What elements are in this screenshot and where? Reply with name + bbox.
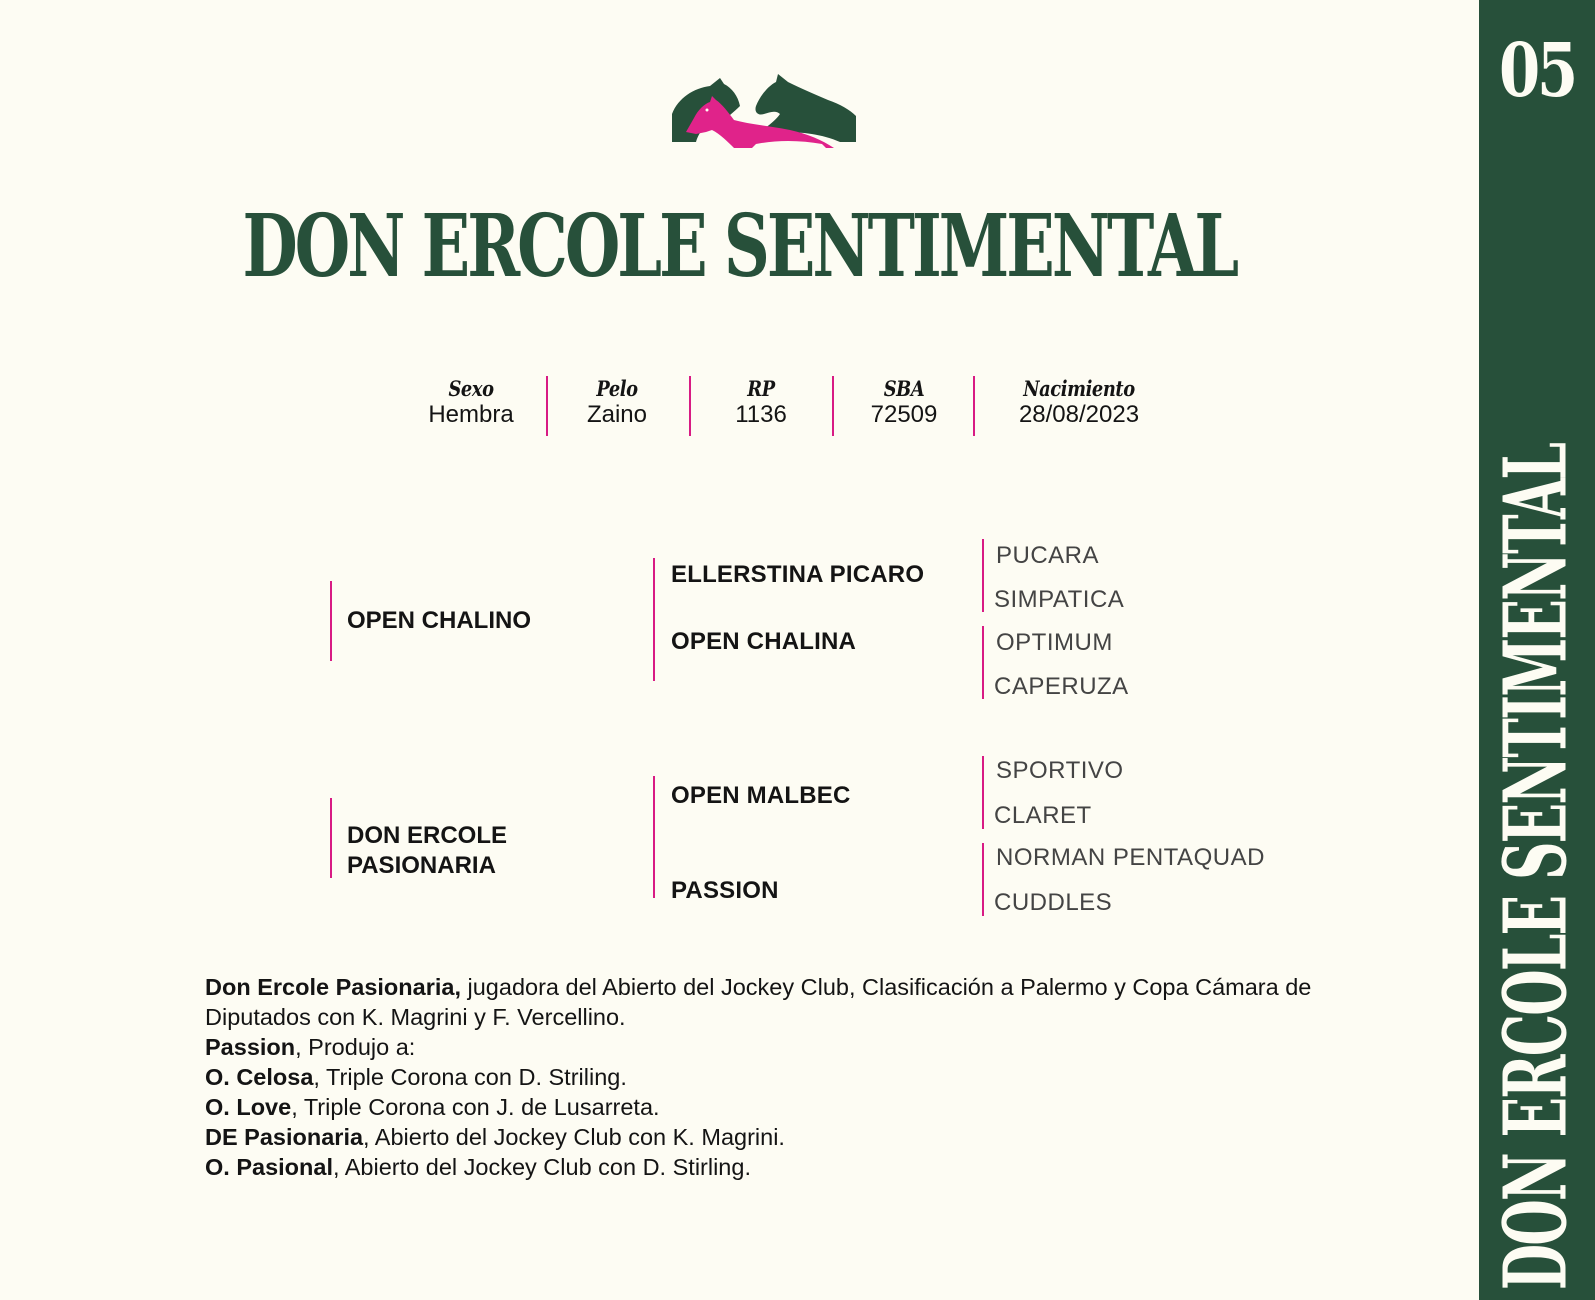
page-number: 05 — [1499, 28, 1575, 114]
pedigree-bar — [982, 539, 984, 612]
info-divider — [973, 376, 975, 436]
sidebar-vertical-title-text: DON ERCOLE SENTIMENTAL — [1485, 443, 1587, 1291]
info-label: Nacimiento — [1023, 376, 1135, 401]
info-label: SBA — [883, 376, 925, 401]
sidebar — [1479, 0, 1595, 1300]
horses-logo-icon — [672, 70, 856, 148]
info-value: 1136 — [735, 401, 787, 428]
pedigree-dam-line1: DON ERCOLE — [347, 822, 508, 849]
info-rp — [681, 376, 841, 428]
pedigree-bar — [330, 581, 332, 661]
description-line: O. Pasional, Abierto del Jockey Club con D. Stirling. — [205, 1154, 751, 1180]
pedigree-ggs-4: CAPERUZA — [994, 673, 1129, 700]
description — [205, 972, 1325, 1182]
pedigree-sire-dam: OPEN CHALINA — [671, 628, 857, 655]
description-line: Passion, Produjo a: — [205, 1034, 416, 1060]
pedigree-bar — [982, 626, 984, 699]
info-row — [0, 376, 1479, 436]
info-sba — [824, 376, 984, 428]
info-nacimiento — [999, 376, 1159, 428]
pedigree-sire-sire: ELLERSTINA PICARO — [671, 561, 925, 588]
pedigree-bar — [653, 558, 655, 681]
info-label: Sexo — [448, 376, 494, 401]
pedigree-ggs-3: OPTIMUM — [996, 629, 1113, 656]
info-value: Hembra — [428, 401, 514, 428]
info-value: 72509 — [870, 401, 938, 428]
pedigree-dam-sire: OPEN MALBEC — [671, 782, 851, 809]
pedigree-bar — [982, 756, 984, 829]
pedigree-ggs-1: PUCARA — [996, 542, 1100, 569]
pedigree-dam-dam: PASSION — [671, 877, 779, 904]
info-value: Zaino — [586, 401, 648, 428]
pedigree-sire: OPEN CHALINO — [347, 607, 532, 634]
pedigree-ggs-6: CLARET — [994, 802, 1092, 829]
pedigree-bar — [653, 776, 655, 898]
info-pelo — [537, 376, 697, 428]
description-line: Don Ercole Pasionaria, jugadora del Abierto del Jockey Club, Clasificación a Palermo y Copa Cámara de Diputados con K. Magrini y F. Vercellino. — [205, 974, 1312, 1030]
pedigree-dam-line2: PASIONARIA — [347, 852, 496, 879]
pedigree-ggs-2: SIMPATICA — [994, 586, 1125, 613]
info-value: 28/08/2023 — [1018, 401, 1140, 428]
pedigree-ggs-8: CUDDLES — [994, 889, 1113, 916]
pedigree-ggs-5: SPORTIVO — [996, 757, 1124, 784]
description-line: DE Pasionaria, Abierto del Jockey Club con K. Magrini. — [205, 1124, 785, 1150]
info-label: Pelo — [596, 376, 638, 401]
pedigree-bar — [982, 843, 984, 916]
description-line: O. Love, Triple Corona con J. de Lusarreta. — [205, 1094, 660, 1120]
info-label: RP — [747, 376, 775, 401]
pedigree-ggs-7: NORMAN PENTAQUAD — [996, 844, 1265, 871]
info-sexo — [391, 376, 551, 428]
pedigree-bar — [330, 798, 332, 878]
description-line: O. Celosa, Triple Corona con D. Striling. — [205, 1064, 627, 1090]
page-title: DON ERCOLE SENTIMENTAL — [242, 196, 1237, 297]
